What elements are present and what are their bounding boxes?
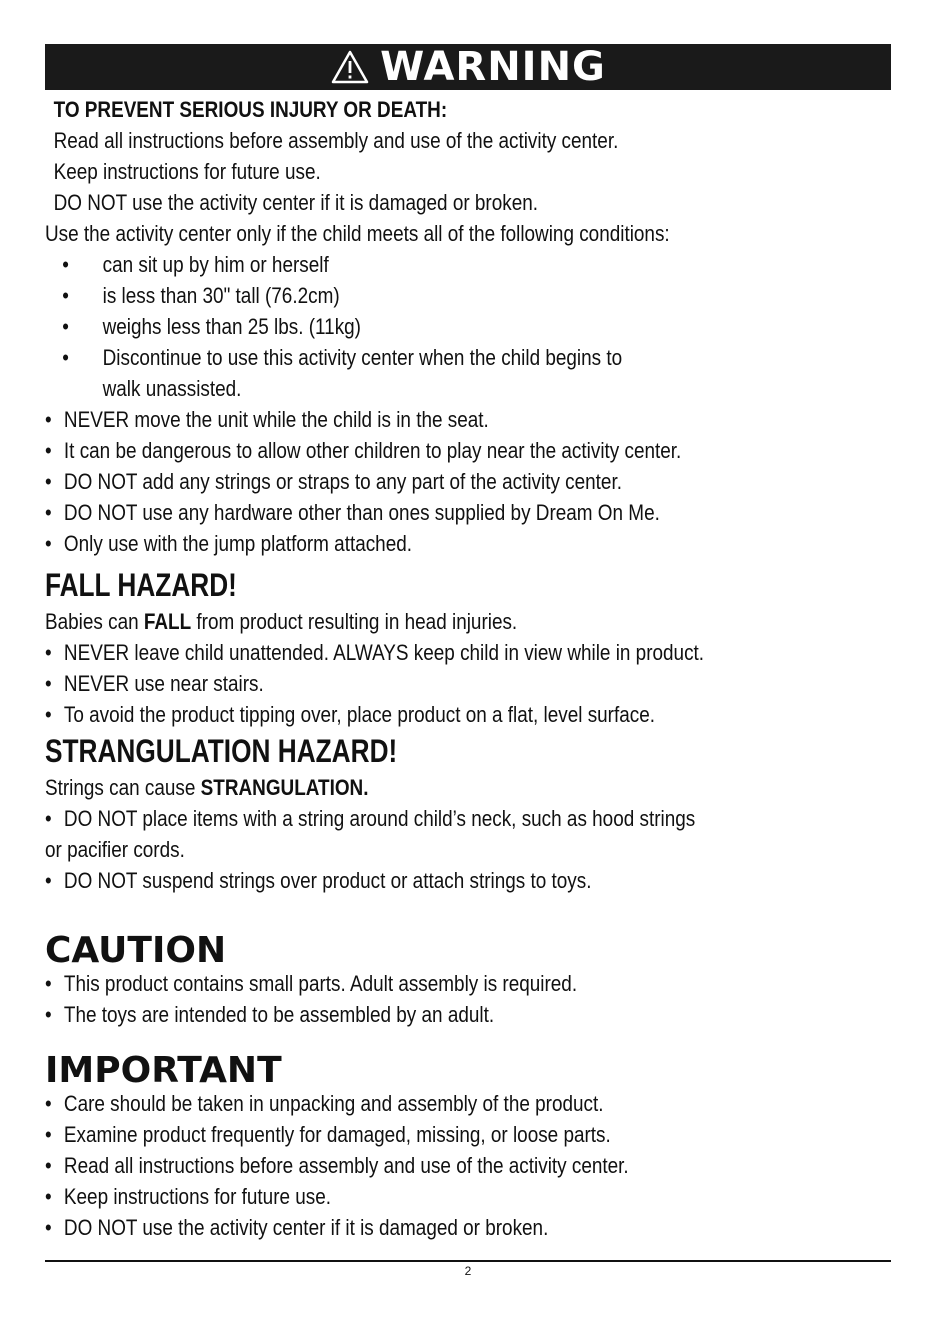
- intro-section: [45, 94, 891, 559]
- warning-banner: [45, 44, 891, 90]
- intro-bullet: [45, 435, 773, 466]
- caution-section: [45, 928, 891, 1030]
- condition-text: is less than 30" tall (76.2cm): [102, 283, 340, 308]
- fall-lead: [45, 606, 773, 637]
- bullet-dot: •: [45, 1002, 52, 1027]
- strangulation-continuation: or pacifier cords.: [45, 837, 185, 862]
- intro-bullet: [45, 404, 773, 435]
- intro-bullet: [45, 466, 773, 497]
- important-bullet: [45, 1088, 773, 1119]
- bullet-text: NEVER leave child unattended. ALWAYS keep child in view while in product.: [63, 640, 705, 665]
- bullet-text: Examine product frequently for damaged, missing, or loose parts.: [63, 1122, 611, 1147]
- bullet-dot: •: [45, 640, 52, 665]
- bullet-text: NEVER move the unit while the child is in the seat.: [63, 407, 489, 432]
- strangulation-bullet: [45, 803, 773, 834]
- fall-bullet: [45, 699, 773, 730]
- bullet-dot: •: [62, 345, 69, 370]
- condition-text: can sit up by him or herself: [102, 252, 329, 277]
- bullet-dot: •: [45, 1091, 52, 1116]
- important-bullet: [45, 1212, 773, 1243]
- bullet-dot: •: [45, 531, 52, 556]
- bullet-text: Read all instructions before assembly and use of the activity center.: [63, 1153, 629, 1178]
- condition-text: weighs less than 25 lbs. (11kg): [102, 314, 361, 339]
- condition-item: [45, 249, 773, 280]
- bullet-dot: •: [45, 1215, 52, 1240]
- bullet-text: Keep instructions for future use.: [63, 1184, 332, 1209]
- bullet-dot: •: [45, 671, 52, 696]
- footer-divider: [45, 1260, 891, 1262]
- warning-title: WARNING: [380, 44, 606, 90]
- important-heading: IMPORTANT: [45, 1050, 282, 1091]
- page-number: 2: [464, 1264, 472, 1278]
- fall-lead-emphasis: FALL: [143, 609, 192, 634]
- bullet-dot: •: [45, 702, 52, 727]
- intro-heading: TO PREVENT SERIOUS INJURY OR DEATH:: [53, 97, 448, 122]
- intro-line: Keep instructions for future use.: [53, 159, 321, 184]
- strangulation-bullet: [45, 865, 773, 896]
- bullet-dot: •: [45, 1122, 52, 1147]
- bullet-dot: •: [45, 971, 52, 996]
- warning-triangle-icon: [330, 49, 370, 85]
- bullet-text: To avoid the product tipping over, place product on a flat, level surface.: [63, 702, 656, 727]
- important-section: [45, 1048, 891, 1243]
- bullet-text: It can be dangerous to allow other children to play near the activity center.: [63, 438, 682, 463]
- fall-lead-text: Babies can: [45, 609, 144, 634]
- bullet-dot: •: [45, 1184, 52, 1209]
- bullet-dot: •: [62, 252, 69, 277]
- condition-continuation: walk unassisted.: [102, 376, 242, 401]
- bullet-dot: •: [62, 314, 69, 339]
- intro-bullet: [45, 528, 773, 559]
- important-bullet: [45, 1150, 773, 1181]
- important-bullet: [45, 1119, 773, 1150]
- bullet-text: NEVER use near stairs.: [63, 671, 264, 696]
- bullet-text: The toys are intended to be assembled by an adult.: [63, 1002, 495, 1027]
- bullet-text: DO NOT add any strings or straps to any part of the activity center.: [63, 469, 622, 494]
- strangulation-lead-text: Strings can cause: [45, 775, 201, 800]
- bullet-dot: •: [45, 469, 52, 494]
- caution-bullet: [45, 999, 773, 1030]
- fall-hazard-section: [45, 564, 891, 730]
- caution-bullet: [45, 968, 773, 999]
- fall-bullet: [45, 668, 773, 699]
- condition-item: [45, 311, 773, 342]
- fall-lead-text: from product resulting in head injuries.: [191, 609, 518, 634]
- bullet-text: DO NOT use any hardware other than ones supplied by Dream On Me.: [63, 500, 660, 525]
- intro-bullet: [45, 497, 773, 528]
- fall-bullet: [45, 637, 773, 668]
- bullet-dot: •: [45, 500, 52, 525]
- bullet-text: DO NOT place items with a string around child’s neck, such as hood strings: [63, 806, 696, 831]
- bullet-text: Care should be taken in unpacking and assembly of the product.: [63, 1091, 604, 1116]
- bullet-dot: •: [45, 806, 52, 831]
- bullet-dot: •: [45, 438, 52, 463]
- bullet-dot: •: [45, 407, 52, 432]
- condition-item: [45, 280, 773, 311]
- intro-line: DO NOT use the activity center if it is damaged or broken.: [53, 190, 539, 215]
- bullet-dot: •: [45, 1153, 52, 1178]
- strangulation-lead-emphasis: STRANGULATION.: [200, 775, 369, 800]
- important-bullet: [45, 1181, 773, 1212]
- bullet-text: Only use with the jump platform attached.: [63, 531, 413, 556]
- strangulation-hazard-section: [45, 730, 891, 896]
- intro-line: Read all instructions before assembly and use of the activity center.: [53, 128, 619, 153]
- strangulation-hazard-heading: STRANGULATION HAZARD!: [45, 733, 398, 769]
- conditions-intro: Use the activity center only if the child meets all of the following conditions:: [45, 221, 670, 246]
- condition-text: Discontinue to use this activity center when the child begins to: [102, 345, 623, 370]
- strangulation-lead: [45, 772, 773, 803]
- bullet-dot: •: [62, 283, 69, 308]
- bullet-dot: •: [45, 868, 52, 893]
- bullet-text: This product contains small parts. Adult assembly is required.: [63, 971, 578, 996]
- caution-heading: CAUTION: [45, 930, 227, 971]
- bullet-text: DO NOT suspend strings over product or attach strings to toys.: [63, 868, 592, 893]
- condition-item: [45, 342, 773, 373]
- bullet-text: DO NOT use the activity center if it is damaged or broken.: [63, 1215, 549, 1240]
- fall-hazard-heading: FALL HAZARD!: [45, 567, 237, 603]
